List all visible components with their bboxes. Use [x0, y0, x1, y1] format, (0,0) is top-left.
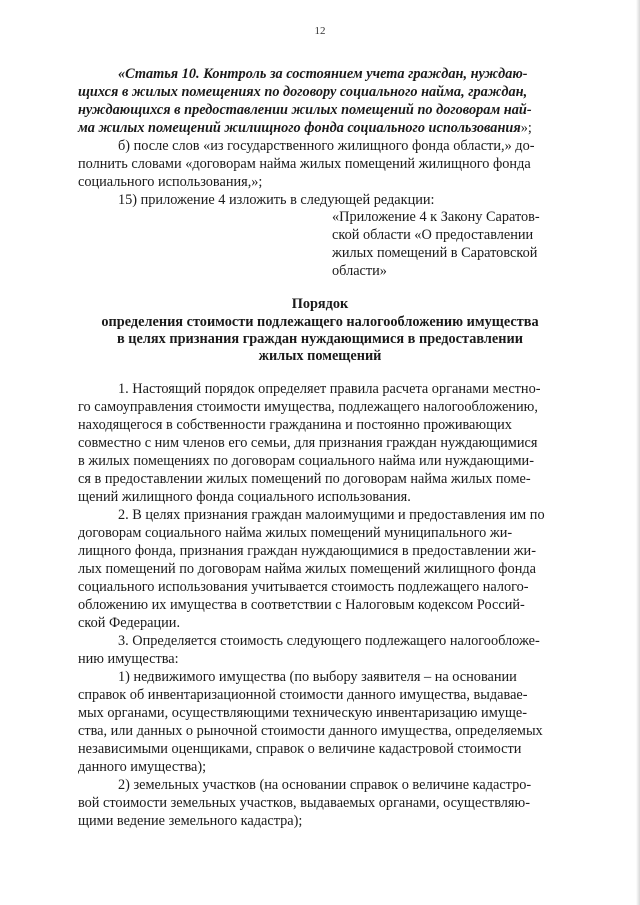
appendix-reference-line: «Приложение 4 к Закону Саратов- [332, 209, 540, 225]
body-line: полнить словами «договорам найма жилых помещений жилищного фонда [78, 156, 531, 172]
subitem-1-line: данного имущества); [78, 759, 207, 775]
subitem-1-line: справок об инвентаризационной стоимости данного имущества, выдавае- [78, 687, 528, 703]
paragraph-3-line: нию имущества: [78, 651, 179, 667]
section-subtitle-line: в целях признания граждан нуждающимися в предоставлении [117, 331, 523, 347]
article-heading-text: ма жилых помещений жилищного фонда социального использования [78, 120, 521, 136]
paragraph-2-line: обложению их имущества в соответствии с Налоговым кодексом Россий- [78, 597, 525, 613]
paragraph-2-line: лищного фонда, признания граждан нуждающимися в предоставлении жи- [78, 543, 536, 559]
body-line: социального использования,»; [78, 174, 263, 190]
paragraph-2-line: 2. В целях признания граждан малоимущими и предоставления им по [118, 507, 545, 523]
paragraph-2-line: ской Федерации. [78, 615, 181, 631]
paragraph-1-line: в жилых помещениях по договорам социального найма или нуждающими- [78, 453, 534, 469]
article-heading-line: нуждающихся в предоставлении жилых помещений по договорам най- [78, 102, 532, 118]
subitem-1-line: ства, или данных о рыночной стоимости данного имущества, определяемых [78, 723, 543, 739]
article-heading-line: щихся в жилых помещениях по договору социального найма, граждан, [78, 84, 528, 100]
body-line: 15) приложение 4 изложить в следующей редакции: [118, 192, 435, 208]
paragraph-2-line: договорам социального найма жилых помещений муниципального жи- [78, 525, 513, 541]
body-line: б) после слов «из государственного жилищного фонда области,» до- [118, 138, 535, 154]
appendix-reference-line: ской области «О предоставлении [332, 227, 534, 243]
article-heading-line [78, 120, 532, 137]
page-number: 12 [314, 25, 326, 37]
subitem-2-line: 2) земельных участков (на основании справок о величине кадастро- [118, 777, 532, 793]
section-subtitle-line: определения стоимости подлежащего налогообложению имущества [101, 314, 539, 330]
paragraph-1-line: находящегося в собственности гражданина и постоянно проживающих [78, 417, 512, 433]
subitem-1-line: независимыми оценщиками, справок о величине кадастровой стоимости [78, 741, 522, 757]
appendix-reference-line: жилых помещений в Саратовской [332, 245, 538, 261]
subitem-1-line: 1) недвижимого имущества (по выбору заявителя – на основании [118, 669, 517, 685]
article-heading-closing: »; [520, 120, 532, 136]
paragraph-1-line: го самоуправления стоимости имущества, подлежащего налогообложению, [78, 399, 538, 415]
paragraph-2-line: лых помещений по договорам найма жилых помещений жилищного фонда [78, 561, 536, 577]
paragraph-2-line: социального использования учитывается стоимость подлежащего налого- [78, 579, 529, 595]
article-heading-line: «Статья 10. Контроль за состоянием учета граждан, нуждаю- [118, 66, 528, 82]
paragraph-3-line: 3. Определяется стоимость следующего подлежащего налогообложе- [118, 633, 540, 649]
section-subtitle-line: жилых помещений [258, 348, 382, 364]
paragraph-1-line: ся в предоставлении жилых помещений по договорам найма жилых поме- [78, 471, 531, 487]
paragraph-1-line: 1. Настоящий порядок определяет правила расчета органами местно- [118, 381, 541, 397]
scan-edge-shadow [636, 0, 640, 905]
subitem-2-line: щими ведение земельного кадастра); [78, 813, 303, 829]
section-title: Порядок [291, 296, 349, 312]
paragraph-1-line: щений жилищного фонда социального использования. [78, 489, 411, 505]
appendix-reference-line: области» [332, 263, 387, 279]
subitem-2-line: вой стоимости земельных участков, выдаваемых органами, осуществляю- [78, 795, 530, 811]
paragraph-1-line: совместно с ним членов его семьи, для признания граждан нуждающимися [78, 435, 538, 451]
subitem-1-line: мых органами, осуществляющими техническую инвентаризацию имуще- [78, 705, 528, 721]
